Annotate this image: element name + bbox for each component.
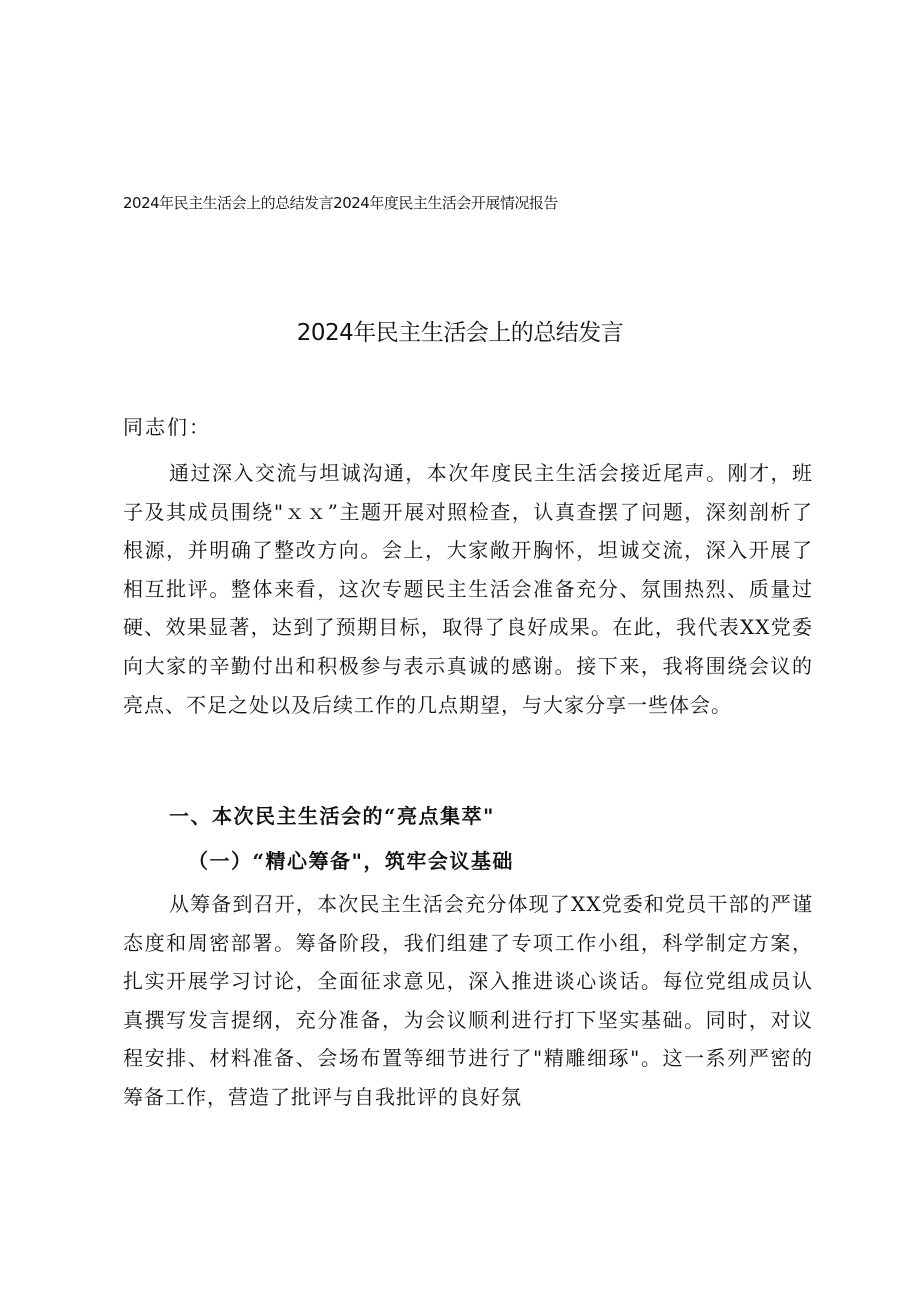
salutation: 同志们： (123, 415, 211, 439)
section-heading-highlights: 一、本次民主生活会的“亮点集萃" (169, 804, 495, 828)
running-header: 2024年民主生活会上的总结发言2024年度民主生活会开展情况报告 (123, 194, 558, 212)
paragraph-preparation: 从筹备到召开，本次民主生活会充分体现了XX党委和党员干部的严谨态度和周密部署。筹备阶段，我们组建了专项工作小组，科学制定方案，扎实开展学习讨论，全面征求意见，深入推进谈心谈话。每位党组成员认真撰写发言提纲，充分准备，为会议顺利进行打下坚实基础。同时，对议程安排、材料准备、会场布置等细节进行了"精雕细琢"。这一系列严密的筹备工作，营造了批评与自我批评的良好氛 (123, 892, 813, 1109)
subsection-heading-preparation: （一）“精心筹备"，筑牢会议基础 (188, 849, 514, 873)
paragraph-intro: 通过深入交流与坦诚沟通，本次年度民主生活会接近尾声。刚才，班子及其成员围绕"ｘｘ”主题开展对照检查，认真查摆了问题，深刻剖析了根源，并明确了整改方向。会上，大家敞开胸怀，坦诚交流，深入开展了相互批评。整体来看，这次专题民主生活会准备充分、氛围热烈、质量过硬、效果显著，达到了预期目标，取得了良好成果。在此，我代表XX党委向大家的辛勤付出和积极参与表示真诚的感谢。接下来，我将围绕会议的亮点、不足之处以及后续工作的几点期望，与大家分享一些体会。 (123, 461, 813, 717)
document-title: 2024年民主生活会上的总结发言 (296, 320, 624, 346)
